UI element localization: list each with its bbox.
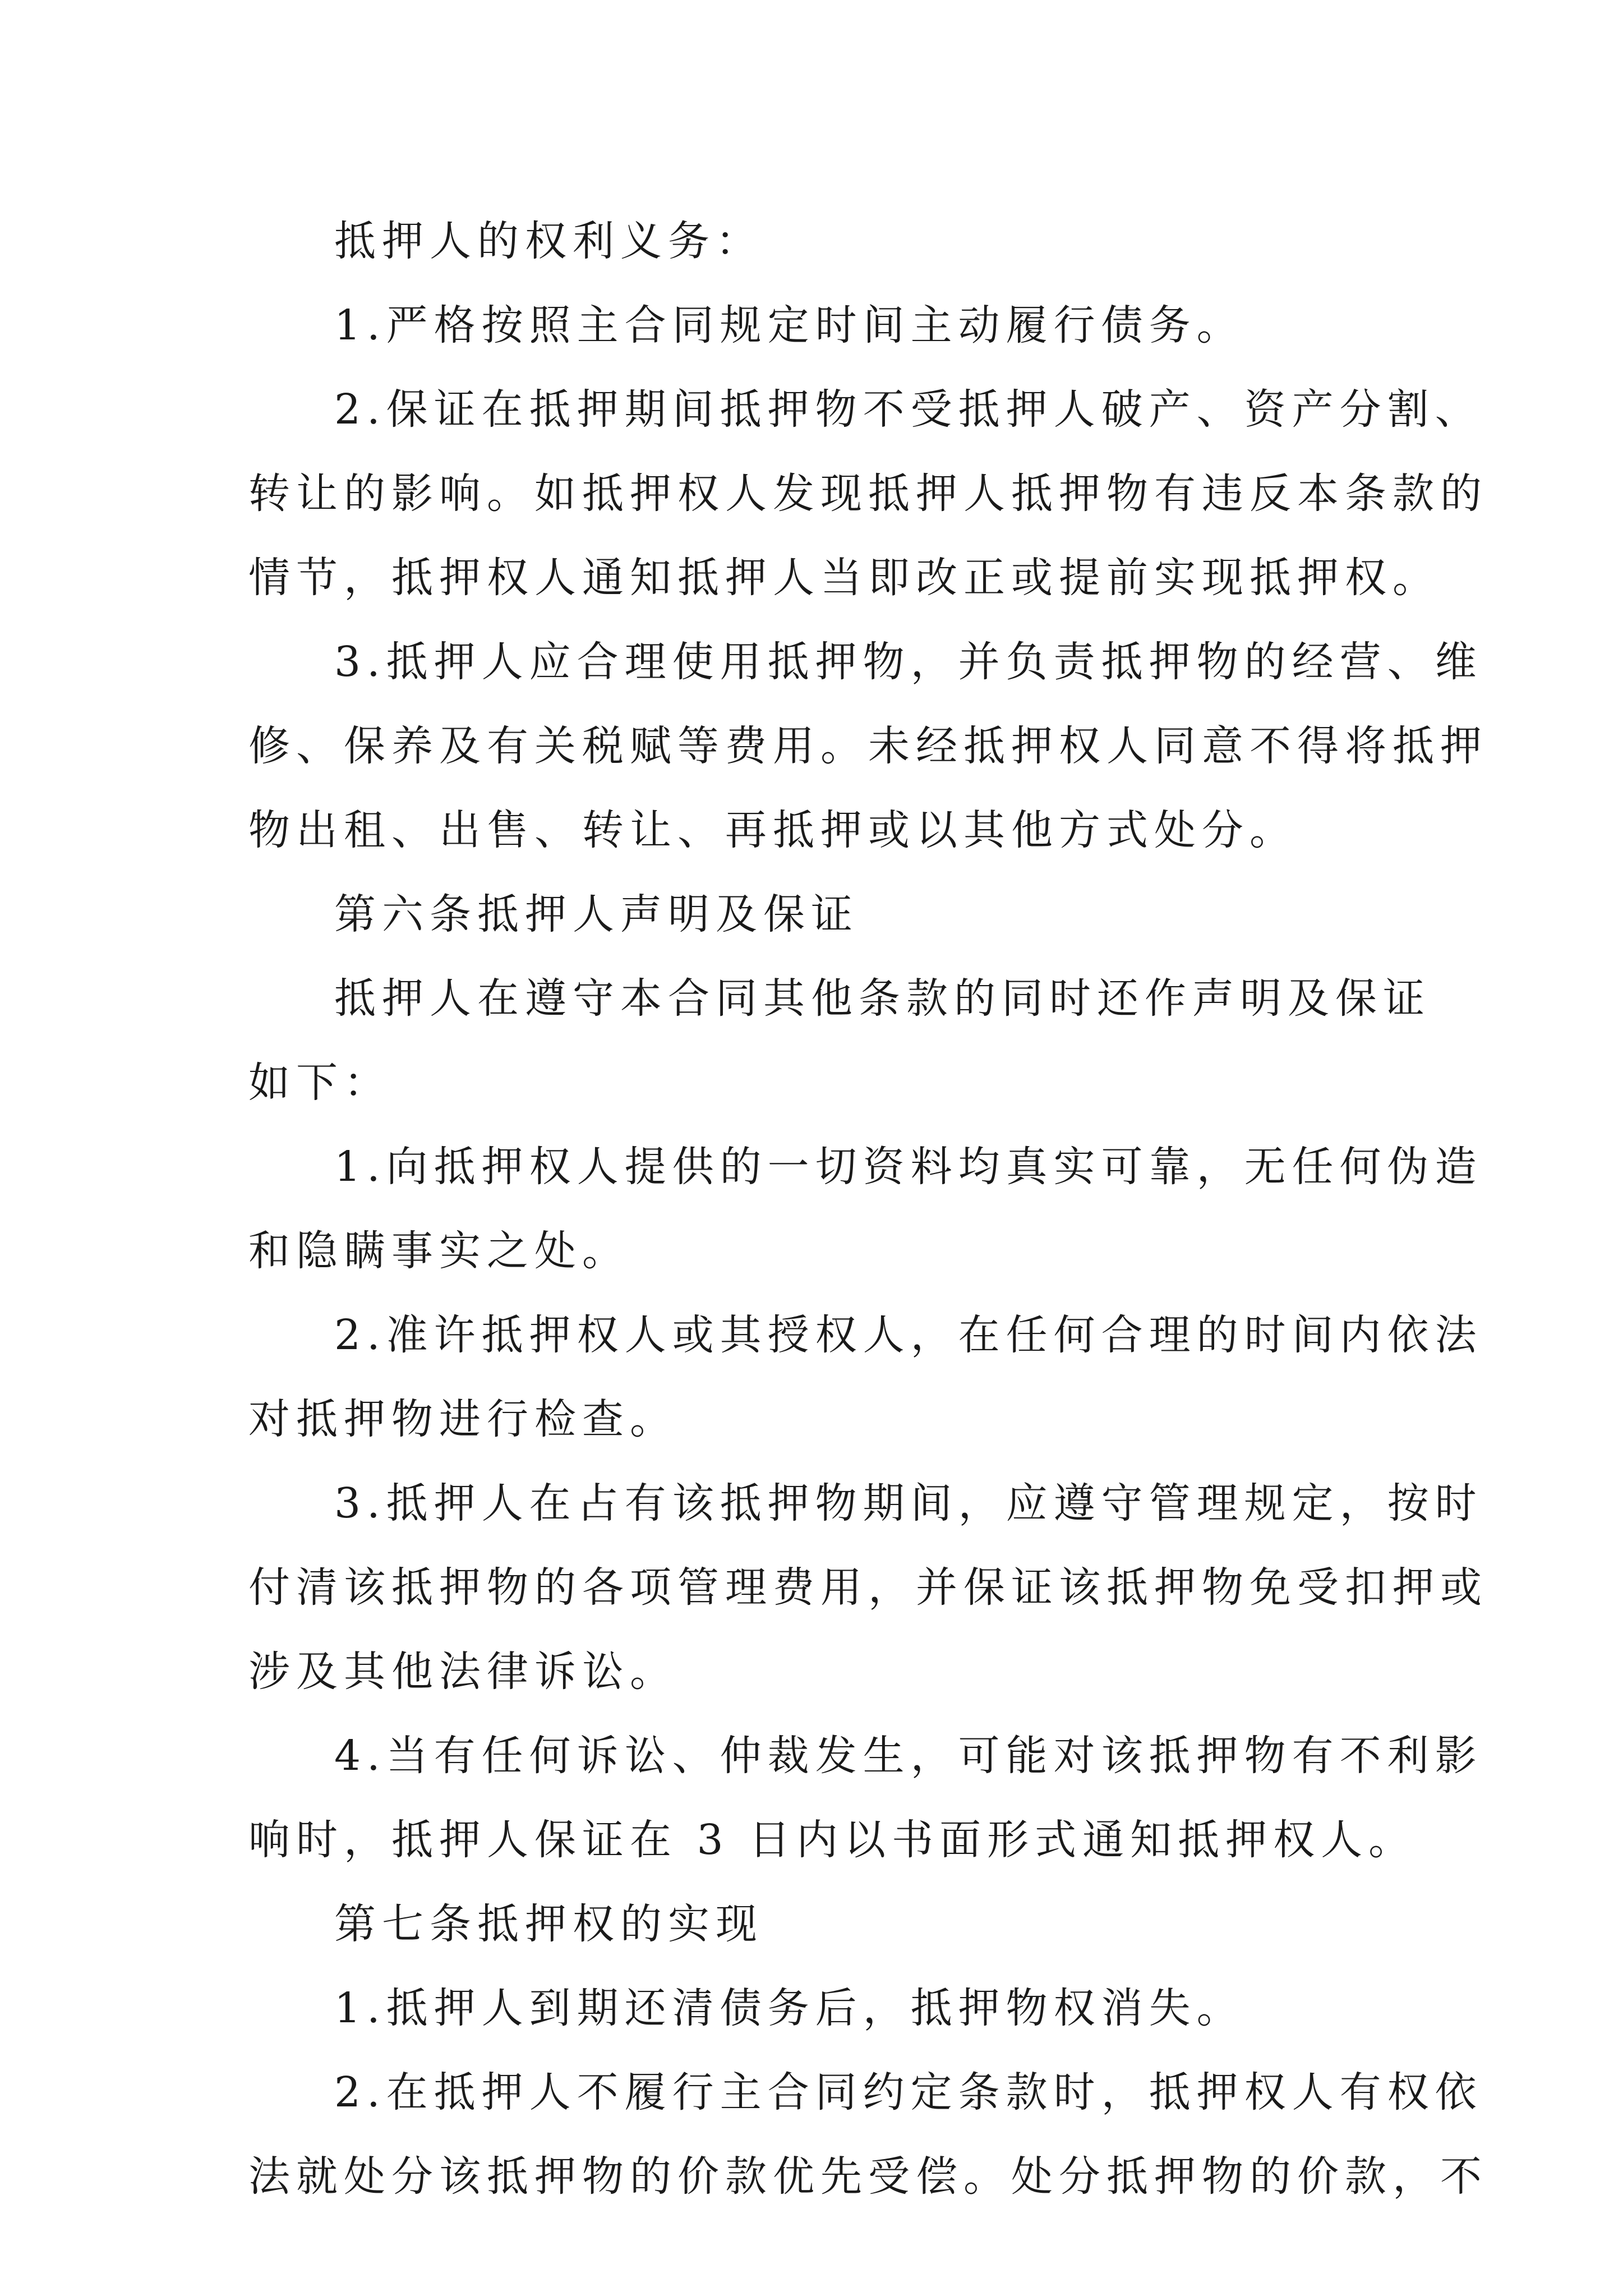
text-line: 涉及其他法律诉讼。 — [248, 1648, 677, 1696]
text-line: 情节，抵押权人通知抵押人当即改正或提前实现抵押权。 — [248, 554, 1440, 602]
text-line: 对抵押物进行检查。 — [248, 1395, 677, 1443]
text-line: 2.准许抵押权人或其授权人，在任何合理的时间内依法 — [334, 1311, 1483, 1359]
text-line: 付清该抵押物的各项管理费用，并保证该抵押物免受扣押或 — [248, 1563, 1488, 1612]
text-line: 修、保养及有关税赋等费用。未经抵押权人同意不得将抵押 — [248, 722, 1488, 770]
text-line: 抵押人的权利义务： — [334, 217, 763, 265]
text-line: 3.抵押人在占有该抵押物期间，应遵守管理规定，按时 — [334, 1479, 1483, 1527]
text-line: 3.抵押人应合理使用抵押物，并负责抵押物的经营、维 — [334, 638, 1483, 686]
text-line: 4.当有任何诉讼、仲裁发生，可能对该抵押物有不利影 — [334, 1732, 1483, 1780]
text-line: 和隐瞒事实之处。 — [248, 1227, 630, 1275]
text-line: 响时，抵押人保证在 3 日内以书面形式通知抵押权人。 — [248, 1816, 1417, 1864]
text-line: 法就处分该抵押物的价款优先受偿。处分抵押物的价款，不 — [248, 2152, 1488, 2201]
text-line: 第六条抵押人声明及保证 — [334, 890, 859, 938]
text-line: 第七条抵押权的实现 — [334, 1900, 763, 1948]
text-line: 转让的影响。如抵押权人发现抵押人抵押物有违反本条款的 — [248, 470, 1488, 518]
text-line: 如下： — [248, 1059, 391, 1107]
text-line: 1.抵押人到期还清债务后，抵押物权消失。 — [334, 1984, 1244, 2032]
text-line: 2.保证在抵押期间抵押物不受抵押人破产、资产分割、 — [334, 385, 1483, 434]
text-line: 1.严格按照主合同规定时间主动履行债务。 — [334, 301, 1244, 349]
document-body — [248, 199, 1488, 2219]
text-line: 1.向抵押权人提供的一切资料均真实可靠，无任何伪造 — [334, 1143, 1483, 1191]
text-line: 抵押人在遵守本合同其他条款的同时还作声明及保证 — [334, 974, 1431, 1023]
text-line: 物出租、出售、转让、再抵押或以其他方式处分。 — [248, 806, 1297, 854]
text-line: 2.在抵押人不履行主合同约定条款时，抵押权人有权依 — [334, 2068, 1483, 2116]
